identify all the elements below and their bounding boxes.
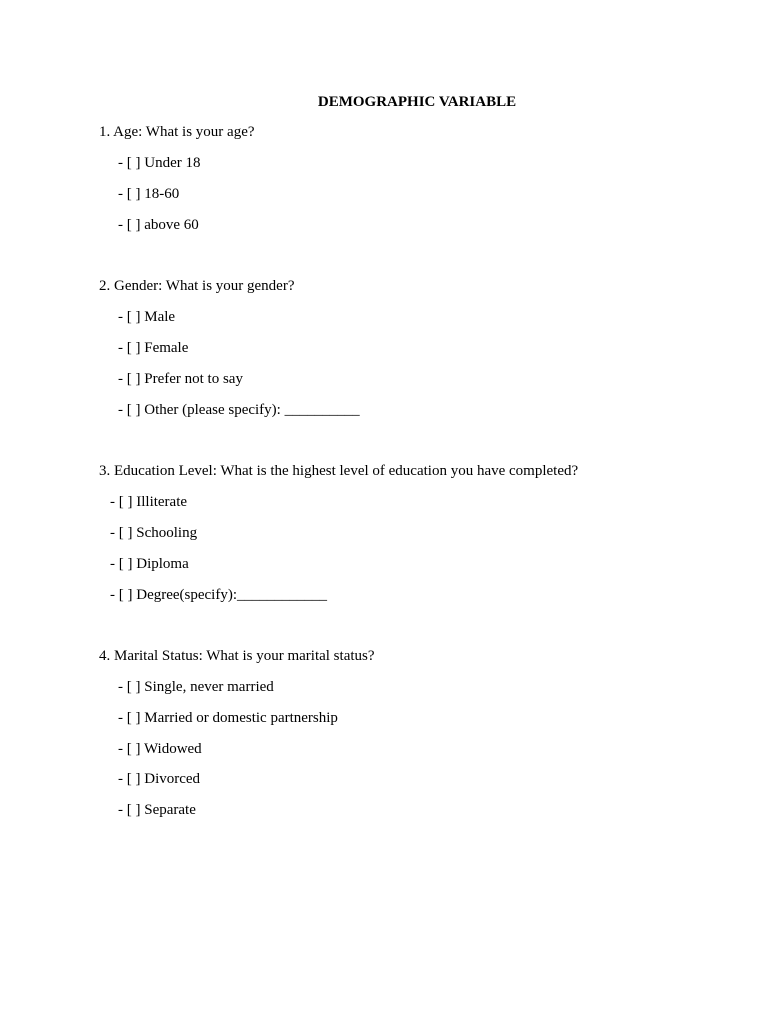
option-education-diploma[interactable]: - [ ] Diploma — [110, 556, 189, 572]
option-age-18-60[interactable]: - [ ] 18-60 — [118, 186, 180, 202]
option-marital-divorced[interactable]: - [ ] Divorced — [118, 771, 201, 787]
question-marital-status: 4. Marital Status: What is your marital status? — [99, 648, 375, 664]
option-marital-married[interactable]: - [ ] Married or domestic partnership — [118, 710, 338, 726]
option-age-under-18[interactable]: - [ ] Under 18 — [118, 155, 201, 171]
question-age: 1. Age: What is your age? — [99, 124, 255, 140]
page-title: DEMOGRAPHIC VARIABLE — [317, 94, 517, 110]
option-gender-other[interactable]: - [ ] Other (please specify): __________ — [118, 402, 360, 418]
option-marital-separate[interactable]: - [ ] Separate — [118, 802, 196, 818]
option-marital-widowed[interactable]: - [ ] Widowed — [118, 741, 202, 757]
option-gender-male[interactable]: - [ ] Male — [118, 309, 176, 325]
option-education-degree[interactable]: - [ ] Degree(specify):____________ — [110, 587, 328, 603]
option-gender-female[interactable]: - [ ] Female — [118, 340, 189, 356]
option-education-schooling[interactable]: - [ ] Schooling — [110, 525, 198, 541]
option-marital-single[interactable]: - [ ] Single, never married — [118, 679, 274, 695]
option-age-above-60[interactable]: - [ ] above 60 — [118, 217, 199, 233]
option-gender-prefer-not-to-say[interactable]: - [ ] Prefer not to say — [118, 371, 243, 387]
option-education-illiterate[interactable]: - [ ] Illiterate — [110, 494, 188, 510]
question-education: 3. Education Level: What is the highest level of education you have completed? — [99, 463, 579, 479]
question-gender: 2. Gender: What is your gender? — [99, 278, 295, 294]
